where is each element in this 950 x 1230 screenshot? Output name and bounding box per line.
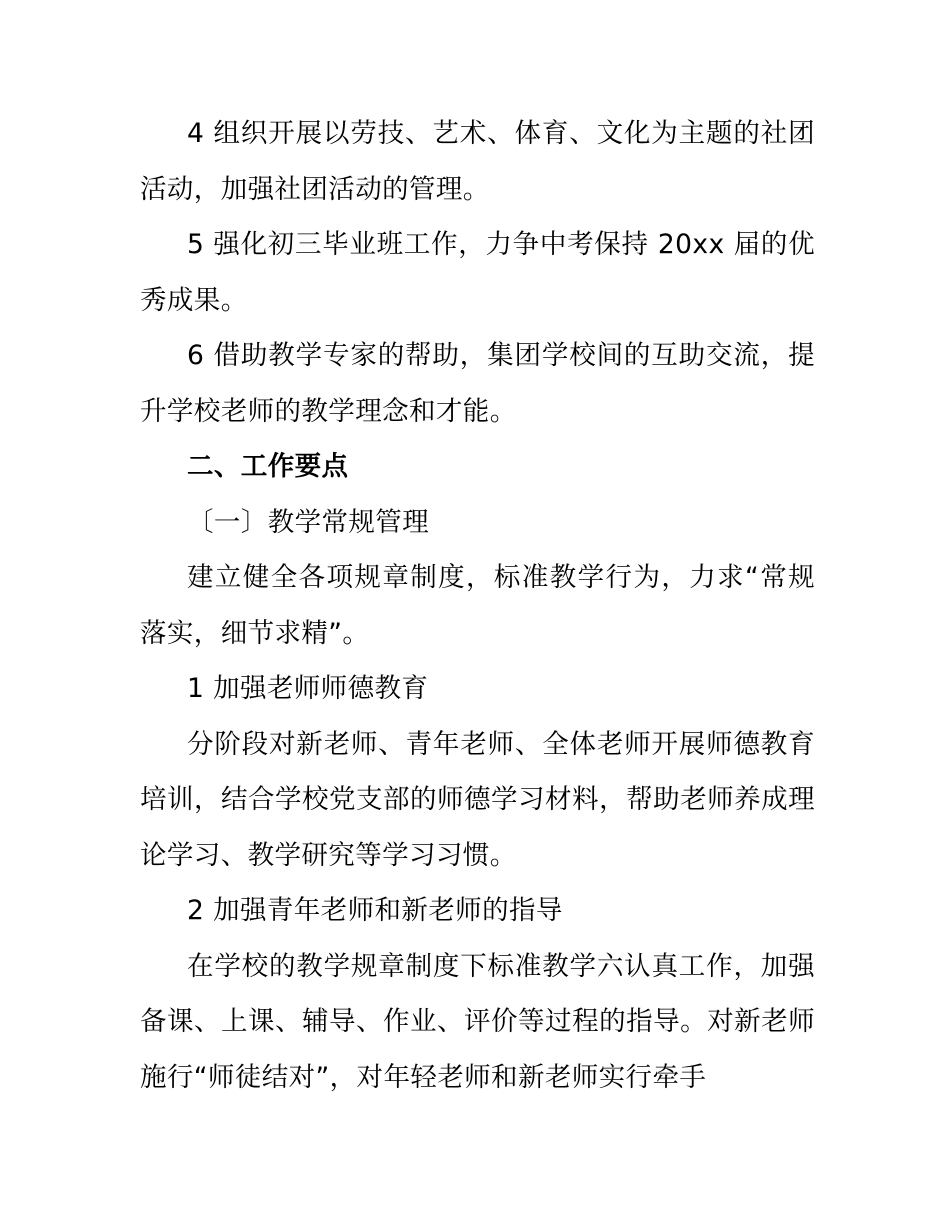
subsection-heading-routine-management: 〔一〕教学常规管理 — [187, 506, 430, 538]
document-body — [140, 106, 815, 1105]
paragraph-item-4-clubs: 4 组织开展以劳技、艺术、体育、文化为主题的社团活动，加强社团活动的管理。 — [140, 118, 815, 205]
item-heading-teacher-ethics: 1 加强老师师德教育 — [187, 673, 429, 704]
paragraph-ethics-training: 分阶段对新老师、青年老师、全体老师开展师德教育培训，结合学校党支部的师德学习材料，帮助老师养成理论学习、教学研究等学习习惯。 — [140, 728, 815, 871]
paragraph-item-5-graduating-class: 5 强化初三毕业班工作，力争中考保持 20xx 届的优秀成果。 — [140, 229, 815, 316]
paragraph-teaching-guidance: 在学校的教学规章制度下标准教学六认真工作，加强备课、上课、辅导、作业、评价等过程的指导。对新老师施行“师徒结对”，对年轻老师和新老师实行牵手 — [140, 950, 815, 1093]
item-heading-young-teacher-guidance: 2 加强青年老师和新老师的指导 — [187, 895, 563, 926]
paragraph-rules-system: 建立健全各项规章制度，标准教学行为，力求“常规落实，细节求精”。 — [140, 562, 815, 649]
section-heading-work-points: 二、工作要点 — [187, 451, 349, 482]
paragraph-item-6-experts: 6 借助教学专家的帮助，集团学校间的互助交流，提升学校老师的教学理念和才能。 — [140, 340, 815, 427]
